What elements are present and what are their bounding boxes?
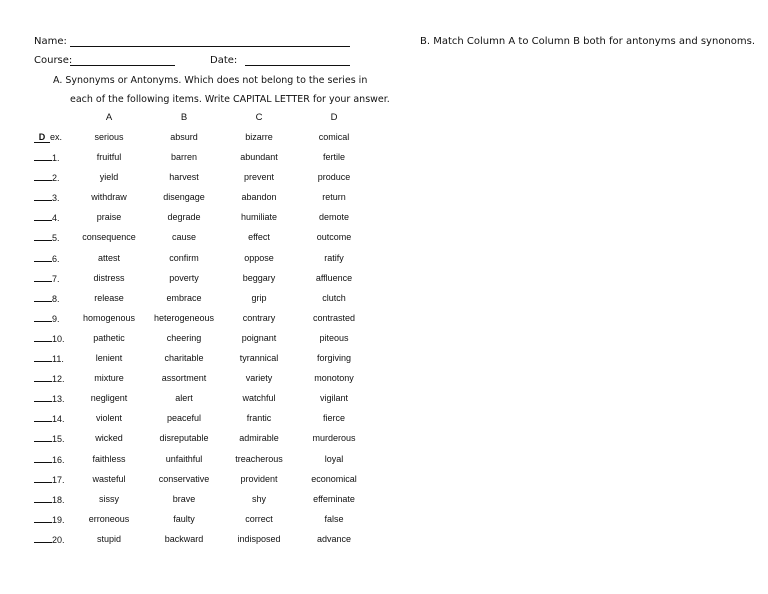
answer-blank[interactable] [34,393,52,402]
item-word-c: effect [248,232,270,243]
answer-blank[interactable] [34,212,52,221]
item-number-label: 18. [52,494,65,505]
item-word-a: violent [95,413,122,424]
item-word-d: demote [318,212,350,223]
item-number-label: 3. [52,193,60,204]
column-header-c: C [255,112,263,123]
item-row [0,433,768,447]
item-word-d: false [324,513,344,524]
name-field[interactable] [70,46,350,47]
item-number-label: 10. [52,333,65,344]
column-header-b: B [180,112,188,123]
answer-blank[interactable] [34,333,52,342]
answer-blank[interactable] [34,313,52,322]
example-answer: D [34,132,50,143]
item-word-c: oppose [244,252,274,263]
item-word-c: watchful [242,393,276,404]
item-word-d: monotony [314,373,354,384]
item-word-c: prevent [243,172,275,183]
item-number-label: 1. [52,153,60,163]
answer-blank[interactable] [34,494,52,503]
item-number-label: 12. [52,374,65,385]
answer-blank[interactable] [34,454,52,463]
item-row [0,232,768,246]
item-row [0,454,768,468]
item-number-label: 8. [52,293,60,304]
answer-blank[interactable] [34,253,52,262]
item-word-a: wasteful [92,473,126,484]
item-number-label: 20. [52,534,65,545]
item-row [0,474,768,488]
answer-blank[interactable] [34,172,52,181]
item-word-c: tyrannical [239,353,279,363]
item-word-a: pathetic [93,332,125,343]
item-word-c: abundant [240,152,278,162]
item-word-b: embrace [166,292,202,303]
item-word-c: shy [251,493,266,504]
item-word-d: forgiving [316,353,352,363]
item-word-b: harvest [169,172,199,183]
item-number-label: 5. [52,233,60,244]
item-row [0,353,768,367]
item-word-a: lenient [95,353,123,363]
item-word-a: faithless [92,453,126,464]
item-word-a: withdraw [91,192,127,203]
item-number-label: 14. [52,414,65,425]
column-header-a: A [105,112,113,123]
item-row [0,413,768,427]
item-word-b: charitable [164,353,204,363]
item-word-b: cause [171,232,197,243]
example-marker: ex. [50,132,63,142]
item-word-d: return [322,192,346,203]
item-word-d: produce [317,172,351,183]
item-word-d: piteous [319,332,349,343]
item-row [0,253,768,267]
item-word-a: attest [97,252,120,263]
answer-blank[interactable] [34,273,52,282]
item-word-b: backward [164,533,204,544]
item-word-a: erroneous [88,513,130,524]
item-row [0,313,768,327]
item-word-d: ratify [324,252,344,263]
item-row [0,152,768,166]
item-word-a: stupid [96,533,122,544]
item-word-b: disengage [163,192,205,203]
item-word-d: clutch [322,292,346,303]
item-word-d: affluence [315,272,353,283]
column-header-d: D [330,112,338,123]
item-word-c: provident [240,473,278,484]
date-field[interactable] [245,65,350,66]
item-word-b: degrade [167,212,201,223]
item-word-c: humiliate [240,212,278,223]
item-word-b: brave [172,493,196,504]
item-word-a: yield [99,172,119,183]
item-word-b: peaceful [166,413,202,424]
item-row [0,273,768,287]
item-word-b: poverty [169,272,199,283]
item-row [0,514,768,528]
item-word-a: negligent [90,393,128,404]
item-word-c: indisposed [237,533,281,544]
item-word-a: mixture [94,373,124,384]
item-row [0,494,768,508]
item-word-c: beggary [242,272,276,283]
item-word-b: disreputable [159,433,209,444]
item-word-b: faulty [173,513,195,524]
item-word-a: homogenous [82,312,136,323]
item-word-d: fertile [322,152,345,162]
example-word-a: serious [94,132,124,142]
example-word-c: bizarre [245,132,273,142]
answer-blank[interactable] [34,373,52,382]
item-word-c: contrary [242,312,276,323]
item-word-c: admirable [239,433,279,444]
item-word-d: loyal [324,453,344,464]
item-word-d: economical [311,473,357,484]
item-number-label: 13. [52,394,65,405]
item-word-d: vigilant [319,393,348,404]
item-word-d: effeminate [313,493,355,504]
item-word-b: assortment [161,373,207,384]
item-number-label: 2. [52,173,60,184]
answer-blank[interactable] [34,152,52,161]
item-word-b: alert [175,393,193,404]
example-word-d: comical [318,132,350,142]
item-word-a: distress [93,272,125,283]
item-word-d: murderous [312,433,356,444]
item-word-d: outcome [316,232,352,243]
answer-blank[interactable] [34,353,52,362]
item-word-b: barren [170,152,197,162]
part-a-instruction-line1: A. Synonyms or Antonyms. Which does not belong to the series in [53,75,368,86]
item-number-label: 11. [52,354,64,364]
answer-blank[interactable] [34,293,52,302]
item-row [0,172,768,186]
item-word-d: contrasted [312,312,356,323]
item-word-c: frantic [246,413,272,424]
answer-blank[interactable] [34,534,52,543]
item-row [0,393,768,407]
item-row [0,333,768,347]
item-word-c: grip [251,292,267,303]
item-word-d: fierce [322,413,345,424]
answer-blank[interactable] [34,514,52,523]
item-word-a: fruitful [96,152,122,162]
name-label: Name: [34,36,67,47]
item-number-label: 17. [52,474,65,485]
item-number-label: 6. [52,253,60,264]
course-field[interactable] [70,65,175,66]
item-row [0,192,768,206]
item-word-c: correct [245,513,273,524]
item-row [0,534,768,548]
answer-blank[interactable] [34,474,52,483]
part-b-instruction: B. Match Column A to Column B both for antonyms and synonoms. [420,36,756,47]
part-a-instruction-line2: each of the following items. Write CAPITAL LETTER for your answer. [70,94,390,105]
answer-blank[interactable] [34,192,52,201]
item-word-b: cheering [166,332,202,343]
answer-blank[interactable] [34,413,52,422]
item-word-a: wicked [95,433,123,444]
item-number-label: 15. [52,434,65,445]
item-word-a: praise [96,212,122,223]
item-word-c: poignant [241,332,277,343]
item-row [0,212,768,226]
answer-blank[interactable] [34,433,52,442]
item-word-b: confirm [169,252,199,263]
course-label: Course: [34,55,73,66]
item-word-a: sissy [99,493,119,504]
item-word-b: heterogeneous [153,312,215,323]
item-word-b: unfaithful [165,453,203,464]
item-word-a: consequence [82,232,136,243]
item-number-label: 7. [52,273,60,284]
example-row [0,132,768,146]
item-word-a: release [94,292,124,303]
item-word-c: treacherous [235,453,283,464]
item-word-c: abandon [241,192,277,203]
item-number-label: 4. [52,213,60,224]
answer-blank[interactable] [34,232,52,241]
item-number-label: 16. [52,454,65,465]
item-row [0,293,768,307]
example-word-b: absurd [170,132,198,142]
item-word-d: advance [316,533,352,544]
item-word-c: variety [245,373,273,384]
date-label: Date: [210,55,238,66]
item-number-label: 19. [52,514,65,525]
item-word-b: conservative [158,473,210,484]
item-number-label: 9. [52,313,60,324]
item-row [0,373,768,387]
